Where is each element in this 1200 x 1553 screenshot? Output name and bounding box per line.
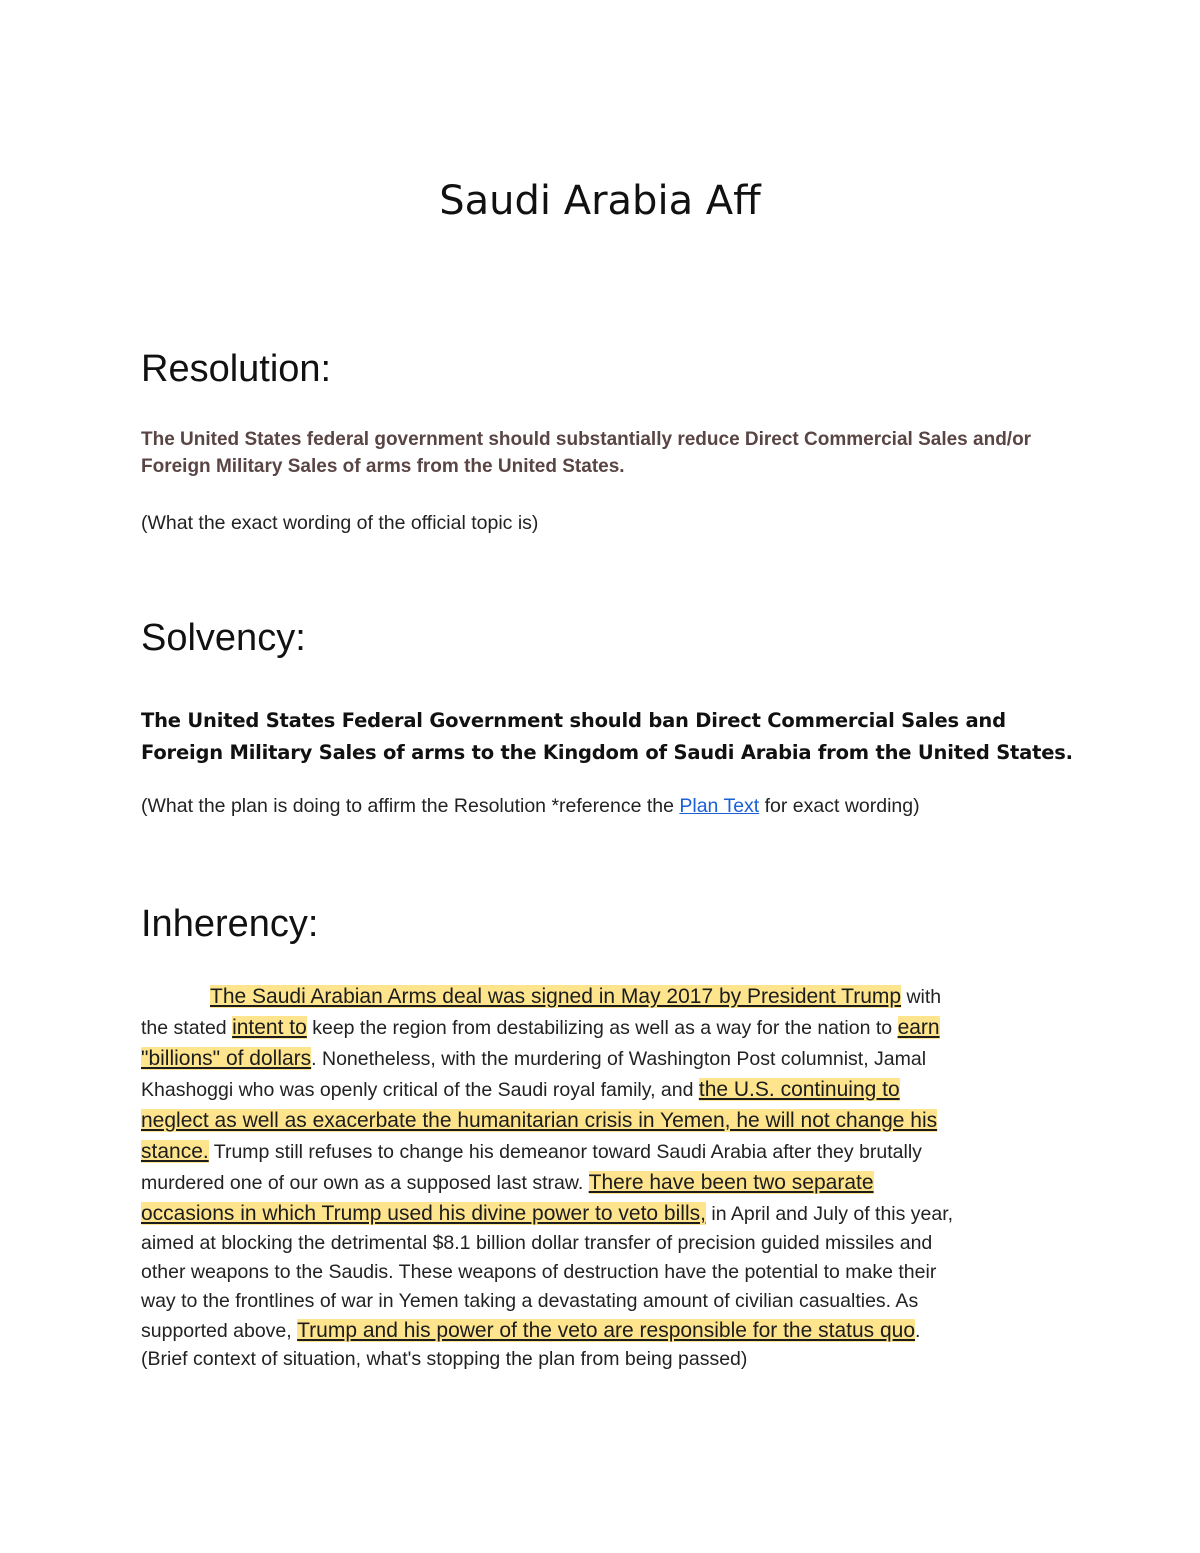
highlighted-text: intent to — [232, 1016, 307, 1039]
inherency-line — [141, 1074, 1061, 1105]
inherency-line — [141, 1316, 1061, 1345]
body-text: keep the region from destabilizing as well as a way for the nation to — [306, 1017, 898, 1039]
body-text: other weapons to the Saudis. These weapons of destruction have the potential to make their — [141, 1261, 937, 1283]
inherency-heading: Inherency: — [141, 903, 319, 945]
inherency-line — [141, 1198, 1061, 1229]
body-text: . — [915, 1320, 921, 1342]
highlighted-text: Trump and his power of the veto are responsible for the status quo — [297, 1319, 916, 1342]
resolution-text: The United States federal government should substantially reduce Direct Commercial Sales and/or Foreign Military Sales of arms from the United States. — [141, 429, 1032, 477]
inherency-line — [141, 1105, 1061, 1136]
inherency-line — [141, 1012, 1061, 1043]
body-text: with — [901, 986, 942, 1008]
solvency-note — [141, 795, 920, 818]
inherency-line — [141, 1167, 1061, 1198]
highlighted-text: earn — [897, 1016, 940, 1039]
highlighted-text: occasions in which Trump used his divine power to veto bills, — [141, 1202, 706, 1225]
body-text: the stated — [141, 1017, 233, 1039]
body-text: murdered one of our own as a supposed last straw. — [141, 1172, 589, 1194]
body-text: aimed at blocking the detrimental $8.1 billion dollar transfer of precision guided missiles and — [141, 1232, 933, 1254]
body-text: Trump still refuses to change his demeanor toward Saudi Arabia after they brutally — [208, 1141, 922, 1163]
resolution-heading: Resolution: — [141, 348, 332, 390]
plan-text-link[interactable]: Plan Text — [679, 795, 760, 817]
resolution-note: (What the exact wording of the official topic is) — [141, 512, 539, 534]
highlighted-text: stance. — [141, 1140, 209, 1163]
body-text: . Nonetheless, with the murdering of Washington Post columnist, Jamal — [311, 1048, 927, 1070]
inherency-line — [141, 1043, 1061, 1074]
inherency-line — [141, 1136, 1061, 1167]
inherency-paragraph — [141, 981, 1061, 1374]
document-title: Saudi Arabia Aff — [439, 178, 761, 224]
body-text: way to the frontlines of war in Yemen taking a devastating amount of civilian casualties. As — [141, 1290, 919, 1312]
body-text: supported above, — [141, 1320, 298, 1342]
inherency-line — [141, 981, 1061, 1012]
inherency-line — [141, 1229, 1061, 1258]
highlighted-text: The Saudi Arabian Arms deal was signed in May 2017 by President Trump — [210, 985, 902, 1008]
solvency-heading: Solvency: — [141, 617, 306, 659]
highlighted-text: the U.S. continuing to — [698, 1078, 900, 1101]
body-text: Khashoggi who was openly critical of the Saudi royal family, and — [141, 1079, 699, 1101]
highlighted-text: neglect as well as exacerbate the humanitarian crisis in Yemen, he will not change his — [141, 1109, 938, 1132]
highlighted-text: There have been two separate — [588, 1171, 874, 1194]
highlighted-text: "billions" of dollars — [141, 1047, 312, 1070]
solvency-note-after: for exact wording) — [759, 795, 920, 817]
inherency-line — [141, 1287, 1061, 1316]
body-text: (Brief context of situation, what's stopping the plan from being passed) — [141, 1348, 748, 1370]
plan-text: The United States Federal Government should ban Direct Commercial Sales and Foreign Military Sales of arms to the Kingdom of Saudi Arabia from the United States. — [141, 709, 1073, 764]
solvency-note-before: (What the plan is doing to affirm the Resolution *reference the — [141, 795, 680, 817]
inherency-line — [141, 1258, 1061, 1287]
body-text: in April and July of this year, — [705, 1203, 954, 1225]
inherency-line — [141, 1345, 1061, 1374]
